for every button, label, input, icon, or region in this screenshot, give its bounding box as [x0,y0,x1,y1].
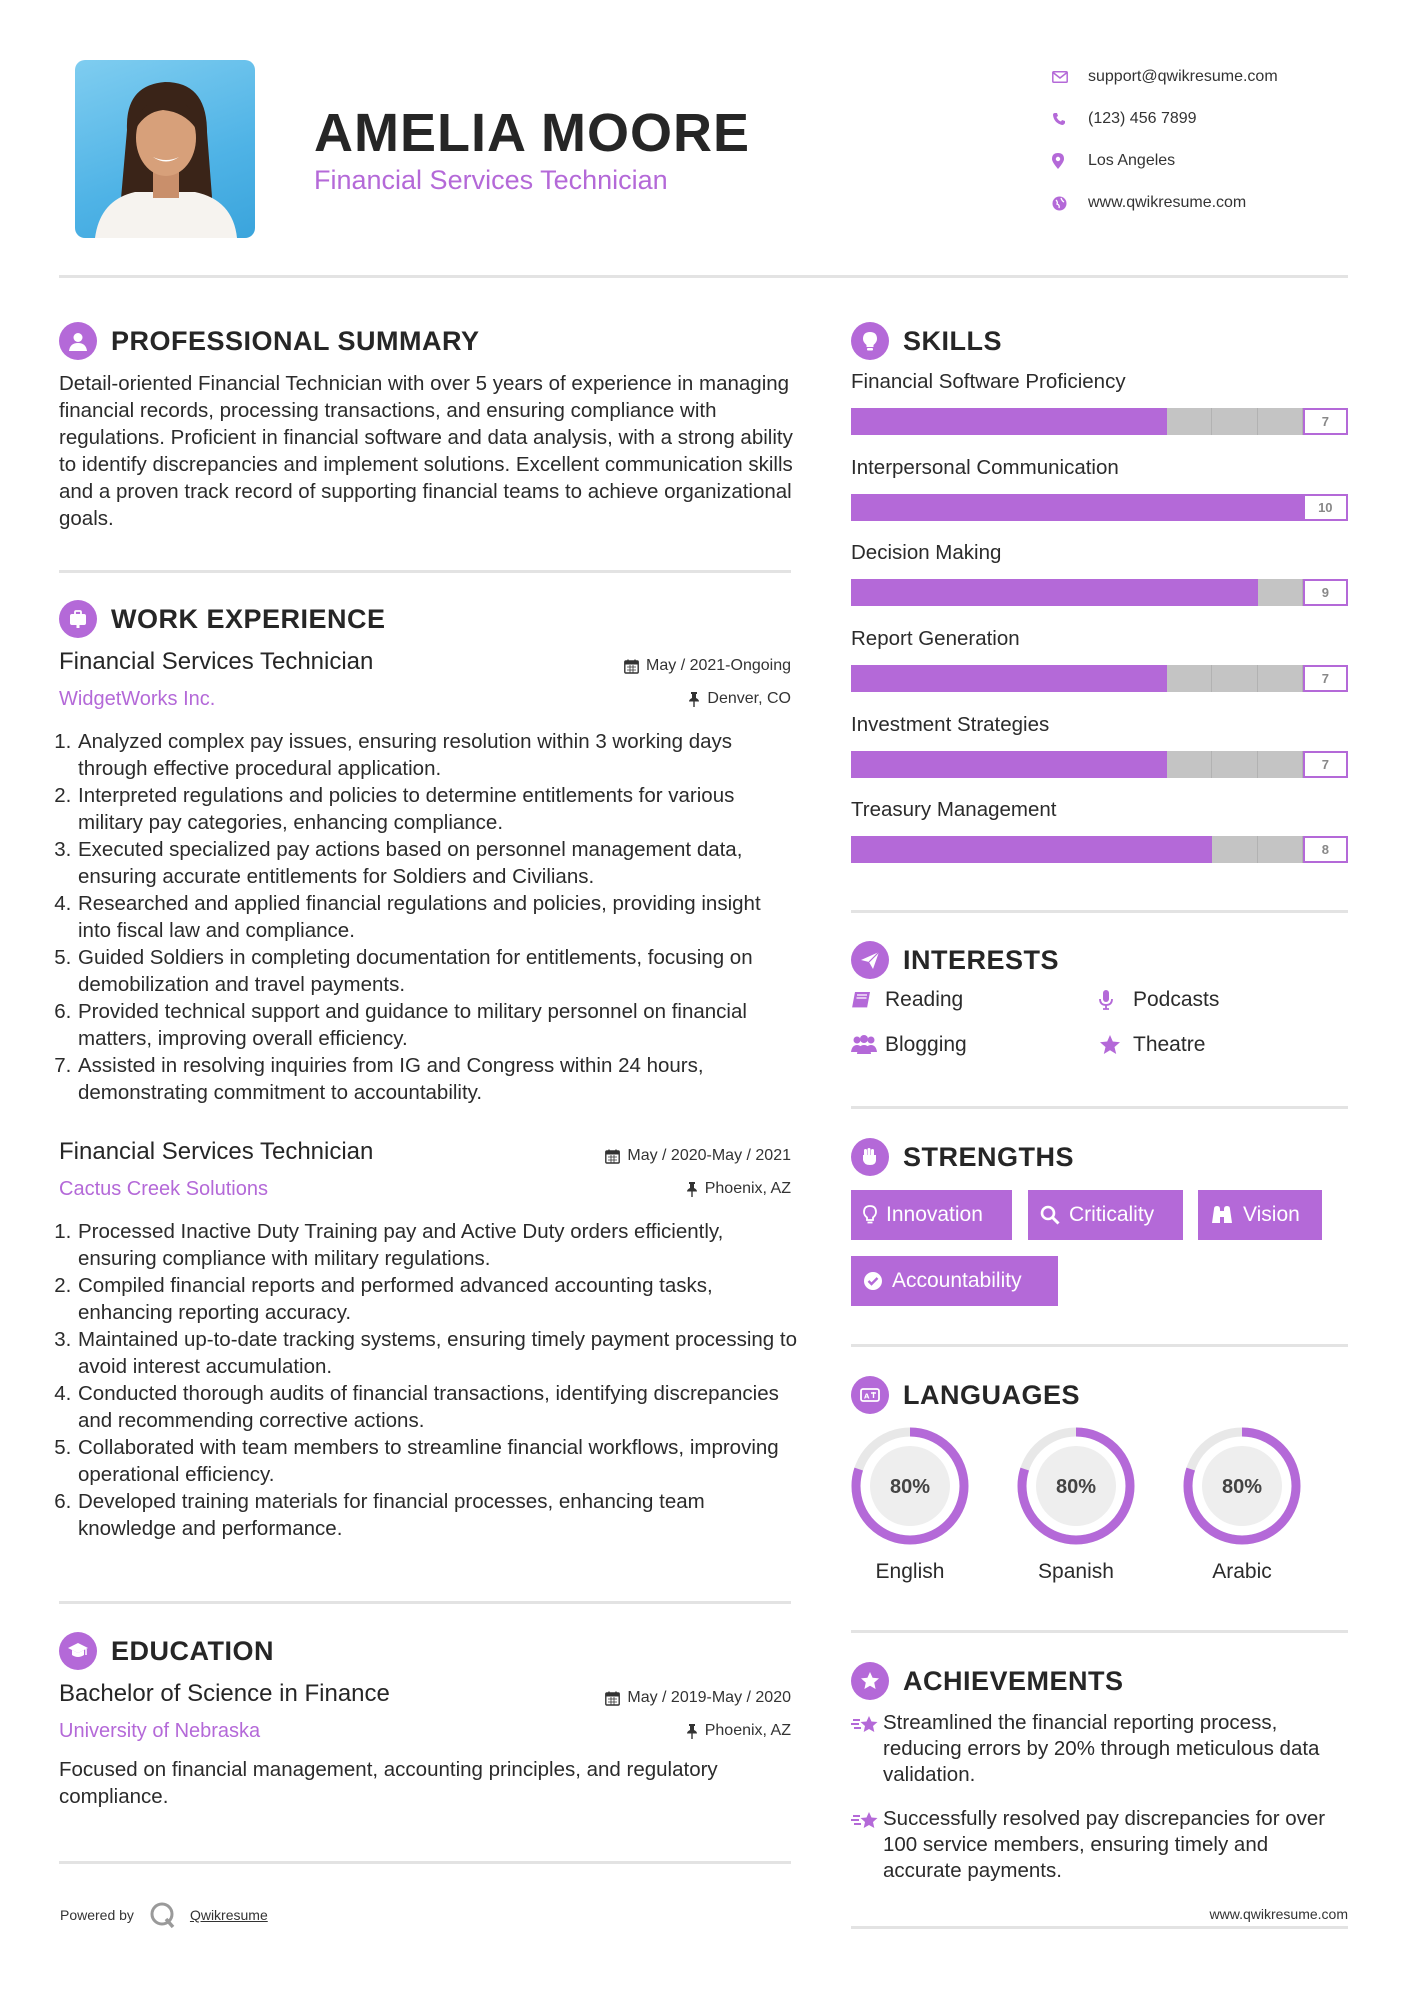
skill-label: Investment Strategies [851,713,1050,736]
skill-segment [1077,751,1122,778]
skill-segment [941,751,986,778]
email-text: support@qwikresume.com [1088,68,1278,85]
language-percent: 80% [1221,1476,1263,1498]
skill-segment [1122,579,1167,606]
skill-segment [1258,665,1303,692]
skill-label: Decision Making [851,541,1002,564]
shooting-star-icon [851,1806,883,1884]
education-divider [59,1861,791,1864]
education-title: EDUCATION [111,1635,274,1666]
strength-label: Vision [1243,1203,1300,1226]
contact-email[interactable] [1050,56,1380,98]
summary-heading [59,322,480,360]
list-item: 5. Collaborated with team members to streamline financial workflows, improving operational efficiency. [77,1434,799,1488]
skill-level-badge: 7 [1303,408,1348,435]
education-dates [605,1689,791,1707]
job-dates [605,1147,791,1165]
skill-segment [1077,836,1122,863]
skill-segment [1077,494,1122,521]
shooting-star-icon [851,1710,883,1788]
skills-title: SKILLS [903,325,1003,356]
education-dates-text: May / 2019-May / 2020 [627,1689,791,1706]
language-icon [851,1376,889,1414]
skill-segment [896,836,941,863]
achievement-text: Successfully resolved pay discrepancies for over 100 service members, ensuring timely and accurate payments. [883,1807,1326,1882]
job-dates-text: May / 2021-Ongoing [646,657,791,674]
skill-segment [1167,836,1212,863]
graduation-cap-icon [59,1632,97,1670]
skill-segment [896,665,941,692]
skill-segment [1032,579,1077,606]
interest-item [851,1033,967,1057]
job-dates [624,657,791,675]
language-progress-ring [849,1425,971,1547]
skill-segment [1212,836,1257,863]
fist-icon [851,1138,889,1176]
skill-segment [1258,579,1303,606]
interest-label: Podcasts [1133,988,1220,1011]
skill-segment [1077,408,1122,435]
profile-photo [75,60,255,238]
skill-segment [1258,494,1303,521]
footer-website[interactable]: www.qwikresume.com [1209,1906,1348,1922]
skill-segment [941,665,986,692]
list-item: 3. Executed specialized pay actions based on personnel management data, ensuring accurate entitlements for Soldiers and Civilians. [77,836,799,890]
skill-bar [851,665,1348,692]
achievements-heading [851,1662,1124,1700]
calendar-icon [624,659,639,674]
skill-segment [851,408,896,435]
skill-segment [1167,408,1212,435]
skill-segment [987,408,1032,435]
education-location-text: Phoenix, AZ [704,1722,791,1739]
strengths-heading [851,1138,1074,1176]
skill-label: Interpersonal Communication [851,456,1119,479]
skill-segment [1212,751,1257,778]
skill-segment [896,494,941,521]
skill-segment [1122,665,1167,692]
lightbulb-icon [863,1205,877,1225]
job-title: Financial Services Technician [59,1138,374,1165]
skill-segment [941,836,986,863]
skill-segment [941,408,986,435]
award-star-icon [851,1662,889,1700]
list-item: 4. Conducted thorough audits of financial transactions, identifying discrepancies and recommending corrective actions. [77,1380,799,1434]
globe-icon [1050,196,1088,211]
footer-powered [60,1900,268,1930]
qwikresume-logo-icon [148,1900,178,1930]
phone-icon [1050,112,1088,126]
skill-segment [1212,665,1257,692]
interests-divider [851,1106,1348,1109]
work-heading [59,600,386,638]
language-progress-ring [1181,1425,1303,1547]
skill-segment [851,665,896,692]
skill-segment [1167,751,1212,778]
job-title: Financial Services Technician [59,648,374,675]
list-item: 1. Processed Inactive Duty Training pay and Active Duty orders efficiently, ensuring compliance with military regulations. [77,1218,799,1272]
languages-heading [851,1376,1080,1414]
location-text: Los Angeles [1088,152,1176,169]
list-item: 6. Developed training materials for financial processes, enhancing team knowledge and performance. [77,1488,799,1542]
achievement-item [851,1710,1351,1788]
candidate-name: AMELIA MOORE [314,103,750,163]
strengths-title: STRENGTHS [903,1141,1075,1172]
school-name: University of Nebraska [59,1720,261,1742]
skill-segment [1122,408,1167,435]
skill-label: Financial Software Proficiency [851,370,1126,393]
skill-segment [1258,408,1303,435]
skill-segment [1122,751,1167,778]
candidate-role: Financial Services Technician [314,165,668,195]
skill-level-badge: 10 [1303,494,1348,521]
skill-segment [1032,494,1077,521]
book-icon [851,991,885,1009]
skill-segment [987,836,1032,863]
interests-heading [851,941,1059,979]
skill-segment [1258,751,1303,778]
job-duties-list [59,1218,799,1542]
list-item: 2. Interpreted regulations and policies to determine entitlements for various military pay categories, enhancing compliance. [77,782,799,836]
powered-by-text: Powered by [60,1907,134,1923]
skill-segment [1212,408,1257,435]
job-duties-list [59,728,799,1106]
user-icon [59,322,97,360]
contact-location [1050,140,1380,182]
binoculars-icon [1210,1205,1234,1225]
website-text: www.qwikresume.com [1088,194,1247,211]
achievements-title: ACHIEVEMENTS [903,1665,1124,1696]
job-location [688,690,791,708]
paper-plane-icon [851,941,889,979]
skill-segment [1167,665,1212,692]
skill-segment [851,494,896,521]
strength-tag [851,1190,1012,1240]
interest-item [1099,1033,1205,1057]
skill-segment [987,579,1032,606]
job-dates-text: May / 2020-May / 2021 [627,1147,791,1164]
calendar-icon [605,1149,620,1164]
skill-label: Report Generation [851,627,1020,650]
strength-tag [1198,1190,1322,1240]
education-description: Focused on financial management, accounting principles, and regulatory compliance. [59,1758,718,1808]
skill-segment [1122,836,1167,863]
check-circle-icon [863,1271,883,1291]
skill-level-badge: 7 [1303,751,1348,778]
star-icon [1099,1035,1133,1055]
pushpin-icon [686,1182,698,1197]
skill-segment [896,408,941,435]
search-icon [1040,1205,1060,1225]
interest-label: Theatre [1133,1033,1206,1056]
list-item: 5. Guided Soldiers in completing documentation for entitlements, focusing on demobilization and travel payments. [77,944,799,998]
pushpin-icon [686,1724,698,1739]
skill-segment [896,579,941,606]
skill-segment [1167,494,1212,521]
summary-divider [59,570,791,573]
skill-segment [941,494,986,521]
work-divider [59,1601,791,1604]
contact-website[interactable] [1050,182,1380,224]
skill-segment [987,494,1032,521]
skill-segment [1032,408,1077,435]
job-location-text: Phoenix, AZ [704,1180,791,1197]
list-item: 6. Provided technical support and guidance to military personnel on financial matters, improving overall efficiency. [77,998,799,1052]
skill-segment [1077,579,1122,606]
contact-list [1050,56,1380,224]
education-heading [59,1632,274,1670]
list-item: 1. Analyzed complex pay issues, ensuring resolution within 3 working days through effective procedural application. [77,728,799,782]
languages-divider [851,1630,1348,1633]
map-pin-icon [1050,153,1088,169]
svg-text:A: A [864,1392,870,1401]
language-name: Arabic [1212,1560,1272,1583]
microphone-icon [1099,990,1133,1010]
skills-heading [851,322,1002,360]
language-percent: 80% [1055,1476,1097,1498]
achievements-divider [851,1926,1348,1929]
skill-level-badge: 8 [1303,836,1348,863]
degree-title: Bachelor of Science in Finance [59,1680,390,1707]
skill-segment [1167,579,1212,606]
skill-segment [1212,494,1257,521]
skill-segment [1258,836,1303,863]
language-name: Spanish [1038,1560,1114,1583]
list-item: 4. Researched and applied financial regulations and policies, providing insight into fiscal law and compliance. [77,890,799,944]
interest-label: Reading [885,988,964,1011]
skill-bar [851,836,1348,863]
skill-segment [851,579,896,606]
lightbulb-icon [851,322,889,360]
list-item: 7. Assisted in resolving inquiries from IG and Congress within 24 hours, demonstrating commitment to accountability. [77,1052,799,1106]
skill-segment [1122,494,1167,521]
brand-link[interactable]: Qwikresume [189,1907,268,1923]
skill-bar [851,408,1348,435]
strength-label: Accountability [892,1269,1022,1292]
users-icon [851,1035,885,1055]
job-company: Cactus Creek Solutions [59,1178,268,1200]
skill-segment [1212,579,1257,606]
language-percent: 80% [889,1476,931,1498]
skill-bar [851,751,1348,778]
skill-segment [1032,751,1077,778]
interests-title: INTERESTS [903,944,1060,975]
achievement-item [851,1806,1351,1884]
skill-level-badge: 7 [1303,665,1348,692]
list-item: 3. Maintained up-to-date tracking systems, ensuring timely payment processing to avoid interest accumulation. [77,1326,799,1380]
strength-tag [851,1256,1058,1306]
job-location-text: Denver, CO [707,690,791,707]
skill-segment [851,751,896,778]
calendar-icon [605,1691,620,1706]
strengths-divider [851,1344,1348,1347]
achievement-text: Streamlined the financial reporting process, reducing errors by 20% through meticulous data validation. [883,1711,1320,1786]
skill-segment [941,579,986,606]
job-company: WidgetWorks Inc. [59,688,216,710]
skill-label: Treasury Management [851,798,1057,821]
phone-text: (123) 456 7899 [1088,110,1197,127]
skills-divider [851,910,1348,913]
skill-segment [987,751,1032,778]
skill-bar [851,579,1348,606]
strength-tag [1028,1190,1183,1240]
strength-label: Innovation [886,1203,983,1226]
envelope-icon [1050,71,1088,83]
interest-item [851,988,963,1012]
skill-segment [1032,665,1077,692]
job-location [686,1180,791,1198]
pushpin-icon [688,692,700,707]
skill-bar [851,494,1348,521]
language-name: English [875,1560,945,1583]
summary-text: Detail-oriented Financial Technician with over 5 years of experience in managing financial records, processing transactions, and ensuring compliance with regulations. Proficient in financial software and data analysis, with a strong ability to identify discrepancies and implement solutions. Excellent communication skills and a proven track record of supporting financial teams to achieve organizational goals. [59,372,793,530]
education-location [686,1722,791,1740]
languages-title: LANGUAGES [903,1379,1081,1410]
skill-segment [851,836,896,863]
skill-level-badge: 9 [1303,579,1348,606]
list-item: 2. Compiled financial reports and performed advanced accounting tasks, enhancing reporting accuracy. [77,1272,799,1326]
interest-item [1099,988,1219,1012]
skill-segment [987,665,1032,692]
summary-title: PROFESSIONAL SUMMARY [111,325,480,356]
language-progress-ring [1015,1425,1137,1547]
work-title: WORK EXPERIENCE [111,603,386,634]
skill-segment [1032,836,1077,863]
briefcase-icon [59,600,97,638]
strength-label: Criticality [1069,1203,1155,1226]
interest-label: Blogging [885,1033,967,1056]
header-divider [59,275,1348,278]
skill-segment [1077,665,1122,692]
skill-segment [896,751,941,778]
contact-phone[interactable] [1050,98,1380,140]
